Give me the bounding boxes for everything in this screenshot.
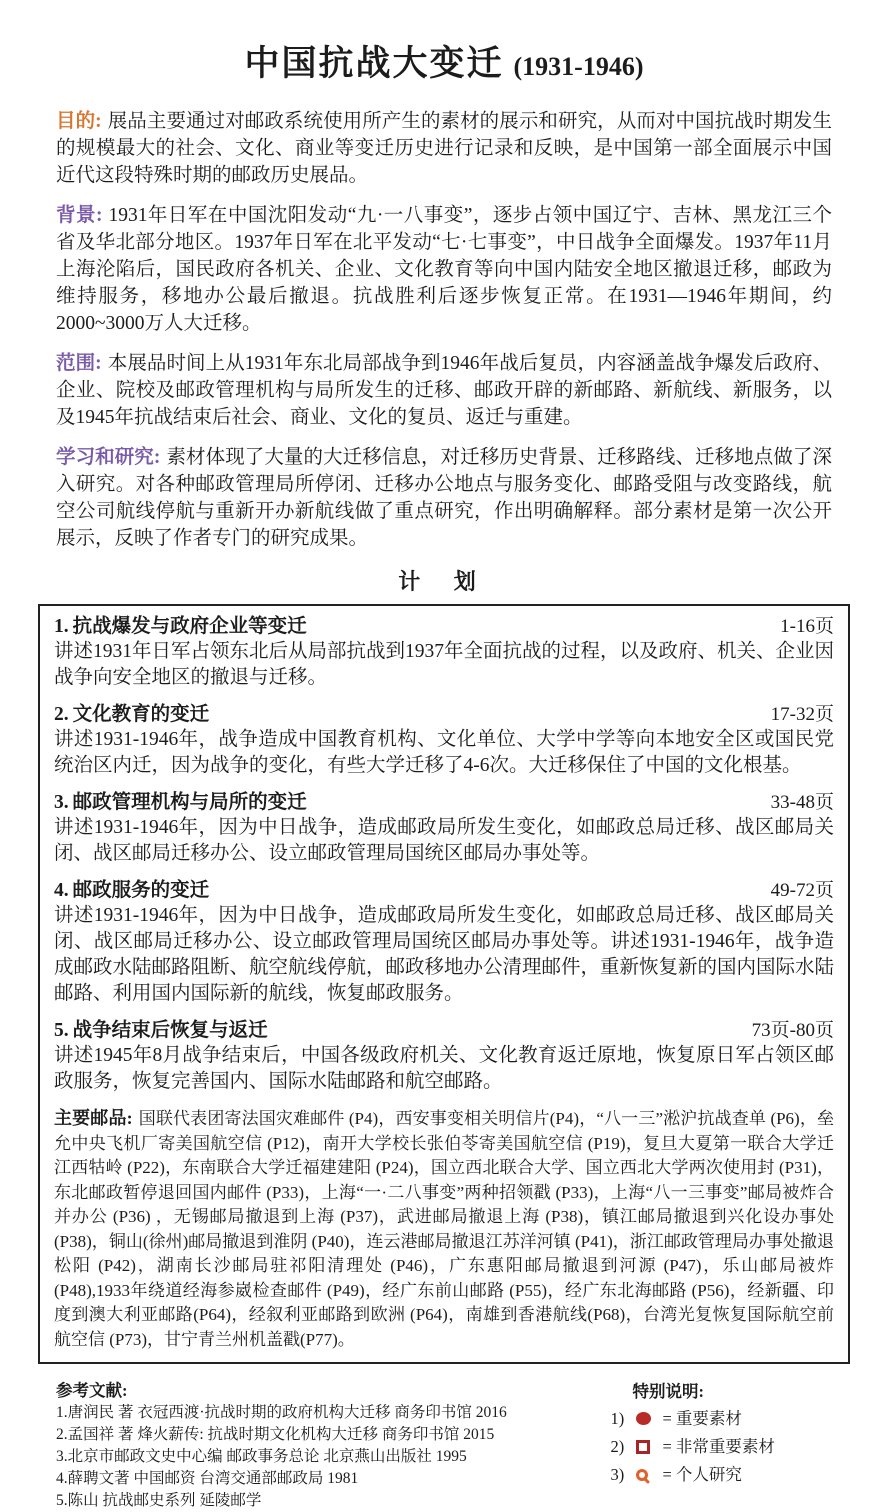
- plan-section-5-pages: 73页-80页: [751, 1020, 834, 1041]
- plan-heading: 计 划: [398, 569, 490, 594]
- note-row-important: [610, 1406, 858, 1431]
- reference-item: 4.薛聘文著 中国邮资 台湾交通部邮政局 1981: [56, 1470, 359, 1487]
- plan-section-4-num: 4.: [54, 880, 69, 901]
- references-section: [56, 1380, 610, 1512]
- plan-section-5-num: 5.: [54, 1020, 69, 1041]
- plan-section-2: [54, 702, 834, 779]
- filled-circle-icon: [636, 1412, 662, 1425]
- paragraph-background: [56, 202, 832, 337]
- plan-section-4: [54, 878, 834, 1007]
- key-items-paragraph: [54, 1106, 834, 1352]
- note-number: 1): [610, 1409, 625, 1428]
- magnifier-icon: [636, 1469, 662, 1481]
- scope-text: 本展品时间上从1931年东北局部战争到1946年战后复员，内容涵盖战争爆发后政府、企业、院校及邮政管理机构与局所发生的迁移、邮政开辟的新邮路、新航线、新服务，以及1945年抗战结束后社会、商业、文化的复员、返迁与重建。: [56, 353, 832, 428]
- plan-section-4-body: 讲述1931-1946年，因为中日战争，造成邮政局所发生变化，如邮政总局迁移、战区邮局关闭、战区邮局迁移办公、设立邮政管理局国统区邮局办事处等。讲述1931-1946年，战争造成邮政水陆邮路阻断、航空航线停航，邮政移地办公清理邮件，重新恢复新的国内国际水陆邮路、利用国内国际新的航线，恢复邮政服务。: [54, 905, 835, 1004]
- plan-section-3-head: [54, 790, 834, 815]
- key-items-label: 主要邮品:: [54, 1108, 133, 1128]
- study-label: 学习和研究:: [56, 447, 161, 468]
- plan-section-5-head: [54, 1018, 834, 1043]
- plan-box: [38, 604, 850, 1364]
- note-text: = 个人研究: [662, 1465, 742, 1484]
- note-text: = 重要素材: [662, 1409, 742, 1428]
- note-number: 3): [610, 1465, 625, 1484]
- page-title: [0, 0, 888, 86]
- study-text: 素材体现了大量的大迁移信息，对迁移历史背景、迁移路线、迁移地点做了深入研究。对各种邮政管理局所停闭、迁移办公地点与服务变化、邮路受阻与改变路线，航空公司航线停航与重新开办新航线做了重点研究，作出明确解释。部分素材是第一次公开展示，反映了作者专门的研究成果。: [56, 447, 832, 549]
- plan-section-4-title: 4. 邮政服务的变迁: [54, 880, 210, 901]
- note-row-very-important: [610, 1434, 858, 1459]
- plan-section-2-body: 讲述1931-1946年，战争造成中国教育机构、文化单位、大学中学等向本地安全区或国民党统治区内迁，因为战争的变化，有些大学迁移了4-6次。大迁移保住了中国的文化根基。: [54, 729, 834, 776]
- plan-section-4-pages: 49-72页: [770, 880, 834, 901]
- plan-section-3: [54, 790, 834, 867]
- plan-section-1-title: 1. 抗战爆发与政府企业等变迁: [54, 616, 307, 637]
- plan-section-1-body: 讲述1931年日军占领东北后从局部抗战到1937年全面抗战的过程，以及政府、机关、企业因战争向安全地区的撤退与迁移。: [54, 641, 835, 688]
- plan-section-3-title: 3. 邮政管理机构与局所的变迁: [54, 792, 307, 813]
- plan-section-1-head: [54, 614, 834, 639]
- plan-section-5: [54, 1018, 834, 1095]
- reference-item: 2.孟国祥 著 烽火薪传: 抗战时期文化机构大迁移 商务印书馆 2015: [56, 1426, 495, 1443]
- key-items-text: 国联代表团寄法国灾难邮件 (P4)，西安事变相关明信片(P4)，“八一三”淞沪抗战查单 (P6)，垒允中央飞机厂寄美国航空信 (P12)，南开大学校长张伯苓寄美国航空信 (P19)，复旦大夏第一联合大学迁江西牯岭 (P22)，东南联合大学迁福建建阳 (P24)，国立西北联合大学、国立西北大学两次使用封 (P31)，东北邮政暂停退回国内邮件 (P33)，上海“一·二八事变”两种招领戳 (P33)，上海“八一三事变”邮局被炸合并办公 (P36) ，无锡邮局撤退到上海 (P37)，武进邮局撤退上海 (P38)，镇江邮局撤退到兴化设办事处 (P38)，铜山(徐州)邮局撤退到淮阴 (P40)，连云港邮局撤退江苏洋河镇 (P41)，浙江邮政管理局办事处撤退松阳 (P42)，湖南长沙邮局驻祁阳清理处 (P46)，广东惠阳邮局撤退到河源 (P47)，乐山邮局被炸(P48),1933年绕道经海参崴检查邮件 (P49)，经广东前山邮路 (P55)，经广东北海邮路 (P56)，经新疆、印度到澳大利亚邮路(P64)，经叙利亚邮路到欧洲 (P64)，南雄到香港航线(P68)，台湾光复恢复国际航空前航空信 (P73)，甘宁青兰州机盖戳(P77)。: [54, 1109, 835, 1349]
- plan-section-3-pages: 33-48页: [770, 792, 834, 813]
- special-notes-section: [610, 1380, 858, 1512]
- title-main: 中国抗战大变迁: [244, 44, 504, 83]
- intro-section: [0, 86, 888, 552]
- plan-section-3-body: 讲述1931-1946年，因为中日战争，造成邮政局所发生变化，如邮政总局迁移、战区邮局关闭、战区邮局迁移办公、设立邮政管理局国统区邮局办事处等。: [54, 817, 834, 864]
- special-notes-heading: 特别说明:: [632, 1382, 704, 1401]
- plan-section-5-title: 5. 战争结束后恢复与返迁: [54, 1020, 268, 1041]
- paragraph-scope: [56, 350, 832, 431]
- plan-section-3-num: 3.: [54, 792, 69, 813]
- note-row-personal-research: [610, 1462, 858, 1487]
- plan-section-2-head: [54, 702, 834, 727]
- scope-label: 范围:: [56, 353, 102, 374]
- plan-section-2-num: 2.: [54, 704, 69, 725]
- purpose-text: 展品主要通过对邮政系统使用所产生的素材的展示和研究，从而对中国抗战时期发生的规模最大的社会、文化、商业等变迁历史进行记录和反映，是中国第一部全面展示中国近代这段特殊时期的邮政历史展品。: [56, 111, 832, 186]
- plan-section-2-pages: 17-32页: [770, 704, 834, 725]
- paragraph-purpose: [56, 108, 832, 189]
- plan-section-1-num: 1.: [54, 616, 69, 637]
- footer: [0, 1364, 888, 1512]
- plan-section-4-head: [54, 878, 834, 903]
- background-text: 1931年日军在中国沈阳发动“九·一八事变”，逐步占领中国辽宁、吉林、黑龙江三个省及华北部分地区。1937年日军在北平发动“七·七事变”，中日战争全面爆发。1937年11月上海沦陷后，国民政府各机关、企业、文化教育等向中国内陆安全地区撤退迁移，邮政为维持服务，移地办公最后撤退。抗战胜利后逐步恢复正常。在1931—1946年期间，约2000~3000万人大迁移。: [56, 205, 832, 334]
- note-text: = 非常重要素材: [662, 1437, 775, 1456]
- paragraph-study: [56, 444, 832, 552]
- background-label: 背景:: [56, 205, 103, 226]
- plan-section-1-pages: 1-16页: [780, 616, 834, 637]
- title-years: (1931-1946): [513, 52, 644, 81]
- reference-item: 3.北京市邮政文史中心编 邮政事务总论 北京燕山出版社 1995: [56, 1448, 467, 1465]
- purpose-label: 目的:: [56, 111, 102, 132]
- square-outline-icon: [636, 1440, 662, 1454]
- reference-item: 5.陈山 抗战邮史系列 延陵邮学: [56, 1492, 262, 1509]
- references-heading: 参考文献:: [56, 1381, 128, 1400]
- reference-item: 1.唐润民 著 衣冠西渡·抗战时期的政府机构大迁移 商务印书馆 2016: [56, 1404, 507, 1421]
- note-number: 2): [610, 1437, 625, 1456]
- plan-section-2-title: 2. 文化教育的变迁: [54, 704, 210, 725]
- plan-section-1: [54, 614, 834, 691]
- plan-section-5-body: 讲述1945年8月战争结束后，中国各级政府机关、文化教育返迁原地，恢复原日军占领区邮政服务，恢复完善国内、国际水陆邮路和航空邮路。: [54, 1045, 834, 1092]
